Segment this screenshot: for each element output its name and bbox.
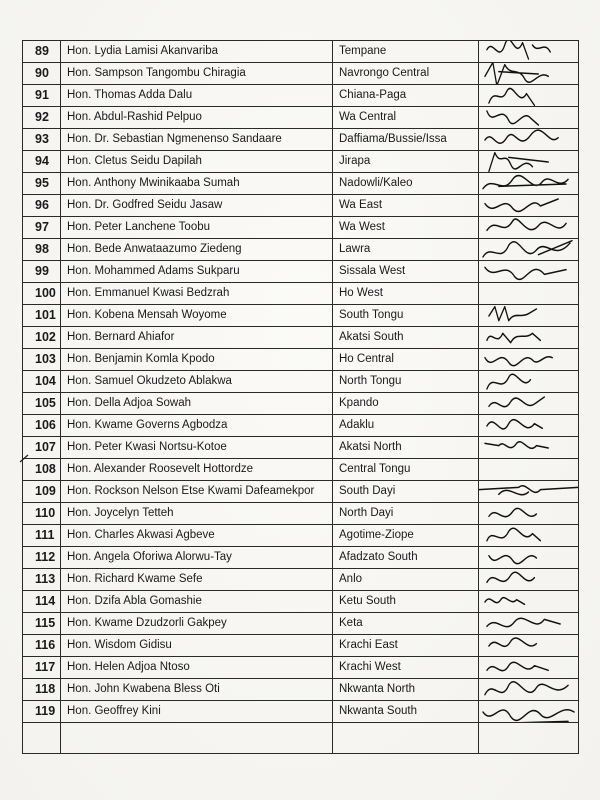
member-name: Hon. Peter Lanchene Toobu [61,217,333,239]
table-row [23,305,579,327]
handwritten-signature [479,437,578,459]
signature-cell [479,107,579,129]
handwritten-signature [479,327,578,349]
table-row [23,85,579,107]
table-row [23,239,579,261]
member-name: Hon. Lydia Lamisi Akanvariba [61,41,333,63]
signature-cell [479,261,579,283]
constituency: Krachi West [333,657,479,679]
constituency: Sissala West [333,261,479,283]
constituency: South Tongu [333,305,479,327]
signature-stroke [485,357,552,366]
constituency: Krachi East [333,635,479,657]
signature-cell [479,569,579,591]
row-number: 106 [23,415,61,437]
constituency: Ho West [333,283,479,305]
row-number: 97 [23,217,61,239]
constituency: Akatsi North [333,437,479,459]
member-name: Hon. Dzifa Abla Gomashie [61,591,333,613]
signature-stroke [485,199,558,211]
constituency: Wa East [333,195,479,217]
row-number: 100 [23,283,61,305]
constituency: Lawra [333,239,479,261]
row-number: 109 [23,481,61,503]
row-number: 103 [23,349,61,371]
signature-cell [479,415,579,437]
table-row [23,393,579,415]
table-row [23,283,579,305]
table-row [23,525,579,547]
margin-tick-mark [18,452,30,464]
handwritten-signature [479,239,578,261]
signature-stroke [487,219,566,230]
table-row [23,437,579,459]
member-name: Hon. John Kwabena Bless Oti [61,679,333,701]
constituency: Nkwanta South [333,701,479,723]
signature-cell [479,591,579,613]
constituency: North Dayi [333,503,479,525]
handwritten-signature [479,657,578,679]
table-row [23,151,579,173]
handwritten-signature [479,195,578,217]
table-row [23,217,579,239]
signature-stroke [487,333,540,342]
handwritten-signature [479,41,578,63]
signature-stroke [483,710,574,723]
table-row [23,261,579,283]
signature-cell [479,525,579,547]
table-row [23,327,579,349]
empty-cell [61,723,333,754]
table-row [23,349,579,371]
row-number: 118 [23,679,61,701]
constituency: Nadowli/Kaleo [333,173,479,195]
signature-cell [479,635,579,657]
row-number: 119 [23,701,61,723]
signature-cell [479,327,579,349]
table-row [23,173,579,195]
row-number: 104 [23,371,61,393]
signature-stroke [489,88,535,105]
handwritten-signature [479,107,578,129]
handwritten-signature [479,371,578,393]
member-name: Hon. Thomas Adda Dalu [61,85,333,107]
table-row [23,635,579,657]
signature-cell [479,85,579,107]
member-name: Hon. Helen Adjoa Ntoso [61,657,333,679]
member-name: Hon. Geoffrey Kini [61,701,333,723]
member-name: Hon. Angela Oforiwa Alorwu-Tay [61,547,333,569]
handwritten-signature [479,525,578,547]
empty-cell [333,723,479,754]
constituency: South Dayi [333,481,479,503]
member-name: Hon. Abdul-Rashid Pelpuo [61,107,333,129]
member-name: Hon. Mohammed Adams Sukparu [61,261,333,283]
signature-stroke [485,267,566,279]
table-row [23,547,579,569]
row-number: 98 [23,239,61,261]
member-name: Hon. Bede Anwataazumo Ziedeng [61,239,333,261]
table-row [23,701,579,723]
constituency: Jirapa [333,151,479,173]
table-row [23,503,579,525]
handwritten-signature [479,261,578,283]
signature-stroke [487,662,548,670]
signature-stroke [487,618,560,626]
signature-stroke [485,130,558,143]
empty-row [23,723,579,754]
row-number: 111 [23,525,61,547]
table-row [23,107,579,129]
member-name: Hon. Charles Akwasi Agbeve [61,525,333,547]
member-name: Hon. Della Adjoa Sowah [61,393,333,415]
signature-cell [479,283,579,305]
row-number: 93 [23,129,61,151]
member-name: Hon. Kobena Mensah Woyome [61,305,333,327]
handwritten-signature [479,613,578,635]
handwritten-signature [479,151,578,173]
constituency: Kpando [333,393,479,415]
constituency: Central Tongu [333,459,479,481]
row-number: 96 [23,195,61,217]
constituency: Adaklu [333,415,479,437]
row-number: 110 [23,503,61,525]
handwritten-signature [479,569,578,591]
signature-stroke [489,556,537,564]
member-name: Hon. Rockson Nelson Etse Kwami Dafeamekpor [61,481,333,503]
signature-stroke [487,374,531,389]
row-number: 101 [23,305,61,327]
member-name: Hon. Alexander Roosevelt Hottordze [61,459,333,481]
signature-cell [479,613,579,635]
handwritten-signature [479,173,578,195]
signature-cell [479,503,579,525]
member-name: Hon. Kwame Governs Agbodza [61,415,333,437]
member-name: Hon. Peter Kwasi Nortsu-Kotoe [61,437,333,459]
row-number: 102 [23,327,61,349]
handwritten-signature [479,503,578,525]
signature-cell [479,63,579,85]
signature-stroke [487,528,540,540]
empty-cell [479,723,579,754]
table-row [23,481,579,503]
signature-cell [479,371,579,393]
constituency: Navrongo Central [333,63,479,85]
row-number: 114 [23,591,61,613]
row-number: 90 [23,63,61,85]
signature-cell [479,481,579,503]
row-number: 115 [23,613,61,635]
constituency: Wa West [333,217,479,239]
signature-stroke [487,111,538,125]
signature-cell [479,679,579,701]
signature-cell [479,239,579,261]
constituency: North Tongu [333,371,479,393]
handwritten-signature [479,701,578,723]
table-row [23,591,579,613]
signature-stroke [489,307,537,321]
signature-stroke [485,63,548,85]
table-row [23,613,579,635]
table-row [23,63,579,85]
signature-stroke [489,508,537,516]
row-number: 91 [23,85,61,107]
constituency: Daffiama/Bussie/Issa [333,129,479,151]
handwritten-signature [479,305,578,327]
signature-cell [479,195,579,217]
member-name: Hon. Dr. Sebastian Ngmenenso Sandaare [61,129,333,151]
handwritten-signature [479,349,578,371]
constituency: Wa Central [333,107,479,129]
member-name: Hon. Emmanuel Kwasi Bedzrah [61,283,333,305]
signature-cell [479,129,579,151]
table-row [23,459,579,481]
handwritten-signature [479,635,578,657]
table-row [23,195,579,217]
handwritten-signature [479,679,578,701]
signature-cell [479,305,579,327]
table-row [23,569,579,591]
signature-cell [479,547,579,569]
handwritten-signature [479,481,578,503]
row-number: 89 [23,41,61,63]
handwritten-signature [479,217,578,239]
constituency: Akatsi South [333,327,479,349]
signature-cell [479,151,579,173]
signature-stroke [483,241,572,257]
constituency: Ketu South [333,591,479,613]
row-number: 108 [23,459,61,481]
signature-stroke [487,420,542,429]
member-name: Hon. Anthony Mwinikaaba Sumah [61,173,333,195]
table-row [23,371,579,393]
row-number: 107 [23,437,61,459]
table-row [23,41,579,63]
constituency: Ho Central [333,349,479,371]
table-row [23,679,579,701]
signature-stroke [487,572,535,582]
table-body [23,41,579,754]
member-name: Hon. Bernard Ahiafor [61,327,333,349]
member-name: Hon. Wisdom Gidisu [61,635,333,657]
signature-cell [479,217,579,239]
signature-cell [479,173,579,195]
signature-stroke [485,682,568,695]
member-name: Hon. Sampson Tangombu Chiragia [61,63,333,85]
signature-stroke [489,638,537,646]
table-row [23,415,579,437]
signature-cell [479,349,579,371]
constituency: Keta [333,613,479,635]
row-number: 94 [23,151,61,173]
member-name: Hon. Joycelyn Tetteh [61,503,333,525]
row-number: 99 [23,261,61,283]
handwritten-signature [479,85,578,107]
constituency: Nkwanta North [333,679,479,701]
row-number: 117 [23,657,61,679]
member-name: Hon. Samuel Okudzeto Ablakwa [61,371,333,393]
row-number: 112 [23,547,61,569]
signature-stroke [485,442,548,449]
signature-stroke [485,598,525,605]
handwritten-signature [479,591,578,613]
signature-cell [479,459,579,481]
signature-cell [479,437,579,459]
member-name: Hon. Richard Kwame Sefe [61,569,333,591]
member-name: Hon. Dr. Godfred Seidu Jasaw [61,195,333,217]
handwritten-signature [479,129,578,151]
signature-table [22,40,579,754]
row-number: 95 [23,173,61,195]
handwritten-signature [479,393,578,415]
member-name: Hon. Benjamin Komla Kpodo [61,349,333,371]
signature-cell [479,393,579,415]
signature-stroke [489,153,548,172]
constituency: Afadzato South [333,547,479,569]
signature-stroke [483,176,568,189]
table-row [23,129,579,151]
handwritten-signature [479,63,578,85]
signature-stroke [487,41,550,60]
constituency: Tempane [333,41,479,63]
signature-cell [479,41,579,63]
signature-stroke [479,486,578,495]
row-number: 92 [23,107,61,129]
handwritten-signature [479,415,578,437]
table-row [23,657,579,679]
constituency: Agotime-Ziope [333,525,479,547]
row-number: 105 [23,393,61,415]
handwritten-signature [479,547,578,569]
row-number: 116 [23,635,61,657]
member-name: Hon. Cletus Seidu Dapilah [61,151,333,173]
constituency: Chiana-Paga [333,85,479,107]
constituency: Anlo [333,569,479,591]
signature-cell [479,701,579,723]
signature-stroke [489,397,544,407]
empty-cell [23,723,61,754]
member-name: Hon. Kwame Dzudzorli Gakpey [61,613,333,635]
signature-cell [479,657,579,679]
row-number: 113 [23,569,61,591]
